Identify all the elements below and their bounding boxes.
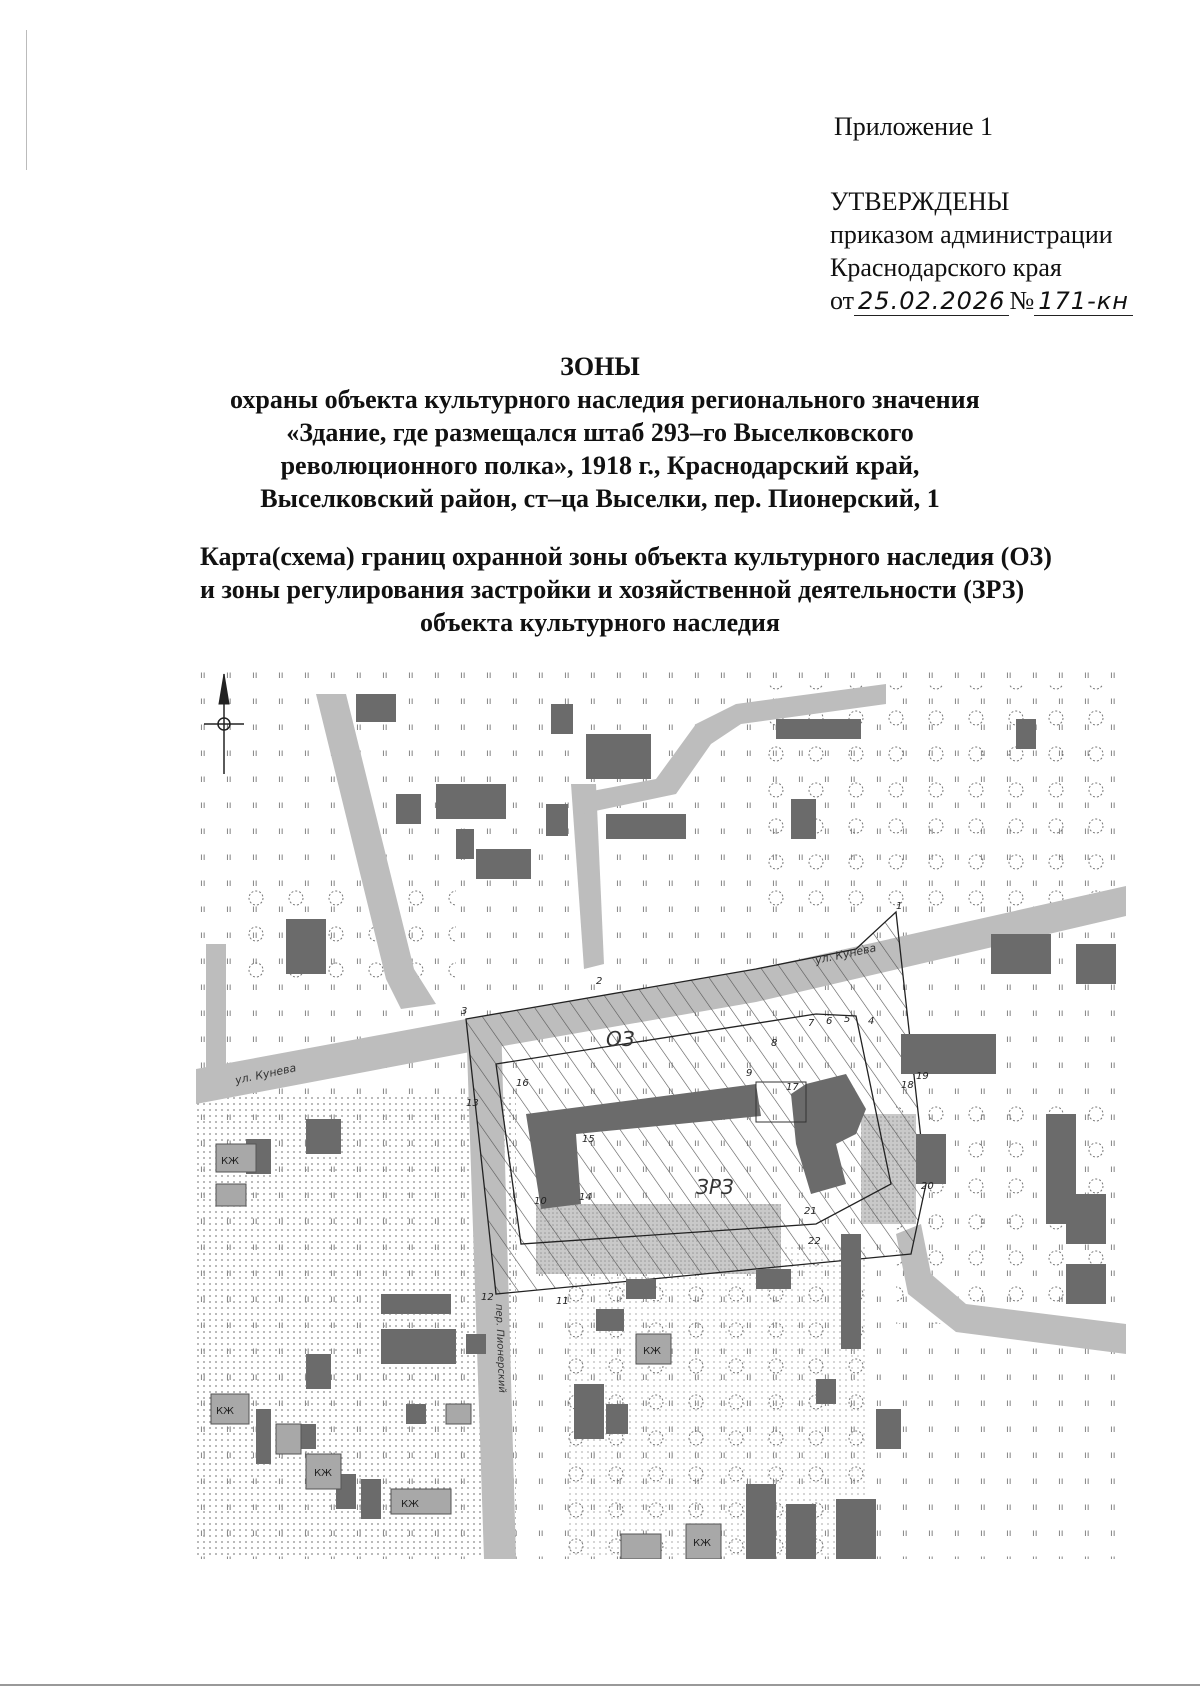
street-label-kuneva: ул. Кунева (813, 941, 878, 967)
title-line-3: революционного полка», 1918 г., Краснодарский край, (280, 451, 920, 480)
point-label: 15 (582, 1134, 595, 1145)
street-label-pionerskiy: пер. Пионерский (493, 1303, 508, 1394)
building (1066, 1194, 1106, 1244)
road-west (206, 944, 226, 1074)
building (381, 1329, 456, 1364)
building-mark-kzh: КЖ (401, 1499, 419, 1510)
building-kzh (446, 1404, 471, 1424)
building (756, 1269, 791, 1289)
point-label: 5 (844, 1014, 851, 1025)
point-label: 14 (579, 1192, 592, 1203)
point-label: 7 (808, 1018, 815, 1029)
title-line-2: «Здание, где размещался штаб 293–го Выселковского (286, 418, 914, 447)
building-mark-kzh: КЖ (216, 1406, 234, 1417)
building-mark-kzh: КЖ (221, 1156, 239, 1167)
point-label: 22 (808, 1236, 821, 1247)
building (596, 1309, 624, 1331)
point-label: 12 (481, 1292, 494, 1303)
building (586, 734, 651, 779)
caption-line-1: Карта(схема) границ охранной зоны объекта культурного наследия (ОЗ) (200, 542, 1052, 571)
building (916, 1134, 946, 1184)
building (381, 1294, 451, 1314)
point-label: 8 (771, 1038, 778, 1049)
zone-label-oz: ОЗ (606, 1027, 635, 1051)
title-line-1: охраны объекта культурного наследия регионального значения (230, 385, 980, 414)
building (876, 1409, 901, 1449)
building-mark-kzh: КЖ (314, 1468, 332, 1479)
building (901, 1034, 996, 1074)
approval-block (830, 185, 1133, 318)
approved-heading: УТВЕРЖДЕНЫ (830, 187, 1010, 216)
title-main: ЗОНЫ (560, 352, 640, 381)
building (606, 814, 686, 839)
building (776, 719, 861, 739)
date-number-row (830, 284, 1133, 318)
point-label: 13 (466, 1098, 479, 1109)
tree-texture-nw (226, 874, 456, 984)
building (841, 1234, 861, 1349)
building (791, 799, 816, 839)
point-label: 21 (804, 1206, 817, 1217)
point-label: 10 (534, 1196, 547, 1207)
point-label: 18 (901, 1080, 914, 1091)
building (746, 1484, 776, 1559)
building-kzh (391, 1489, 451, 1514)
building (836, 1499, 876, 1559)
point-label: 6 (826, 1016, 833, 1027)
building (356, 694, 396, 722)
point-label: 16 (516, 1078, 529, 1089)
appendix-label: Приложение 1 (834, 112, 994, 141)
building (816, 1379, 836, 1404)
handwritten-number: 171-кн (1034, 287, 1133, 316)
building (626, 1279, 656, 1299)
title-line-4: Выселковский район, ст–ца Выселки, пер. Пионерский, 1 (260, 484, 940, 513)
building (406, 1404, 426, 1424)
map-caption (200, 540, 1052, 639)
building-kzh (276, 1424, 301, 1454)
document-title (230, 350, 980, 515)
building (551, 704, 573, 734)
building (436, 784, 506, 819)
building (1066, 1264, 1106, 1304)
caption-line-3: объекта культурного наследия (420, 608, 780, 637)
building-kzh (621, 1534, 661, 1559)
point-label: 4 (868, 1016, 875, 1027)
point-label: 2 (596, 976, 603, 987)
street-label-kuneva-west: ул. Кунева (233, 1061, 298, 1087)
building-mark-kzh: КЖ (693, 1538, 711, 1549)
building (396, 794, 421, 824)
building (606, 1404, 628, 1434)
building (1016, 719, 1036, 749)
building (476, 849, 531, 879)
building (286, 919, 326, 974)
point-label: 17 (786, 1082, 799, 1093)
building (574, 1384, 604, 1439)
number-prefix: № (1009, 286, 1035, 315)
building (466, 1334, 486, 1354)
zone-map-svg (196, 664, 1126, 1559)
caption-line-2: и зоны регулирования застройки и хозяйственной деятельности (ЗРЗ) (200, 575, 1025, 604)
point-label: 20 (921, 1181, 934, 1192)
point-label: 11 (556, 1296, 569, 1307)
point-label: 3 (461, 1006, 468, 1017)
handwritten-date: 25.02.2026 (854, 287, 1009, 316)
order-line-1: приказом администрации (830, 220, 1113, 249)
building-kzh (216, 1184, 246, 1206)
building (786, 1504, 816, 1559)
building (306, 1119, 341, 1154)
point-label: 9 (746, 1068, 753, 1079)
building (361, 1479, 381, 1519)
order-line-2: Краснодарского края (830, 253, 1062, 282)
building (456, 829, 474, 859)
zone-map (196, 664, 1126, 1559)
building (991, 934, 1051, 974)
scan-edge-mark (0, 1684, 1200, 1686)
point-label: 1 (896, 901, 903, 912)
building (1076, 944, 1116, 984)
zone-label-zrz: ЗРЗ (696, 1175, 734, 1199)
building (256, 1409, 271, 1464)
building (546, 804, 568, 836)
scan-edge-mark (26, 30, 27, 170)
building (301, 1424, 316, 1449)
building-mark-kzh: КЖ (643, 1346, 661, 1357)
point-label: 19 (916, 1071, 929, 1082)
date-prefix: от (830, 286, 855, 315)
building (306, 1354, 331, 1389)
